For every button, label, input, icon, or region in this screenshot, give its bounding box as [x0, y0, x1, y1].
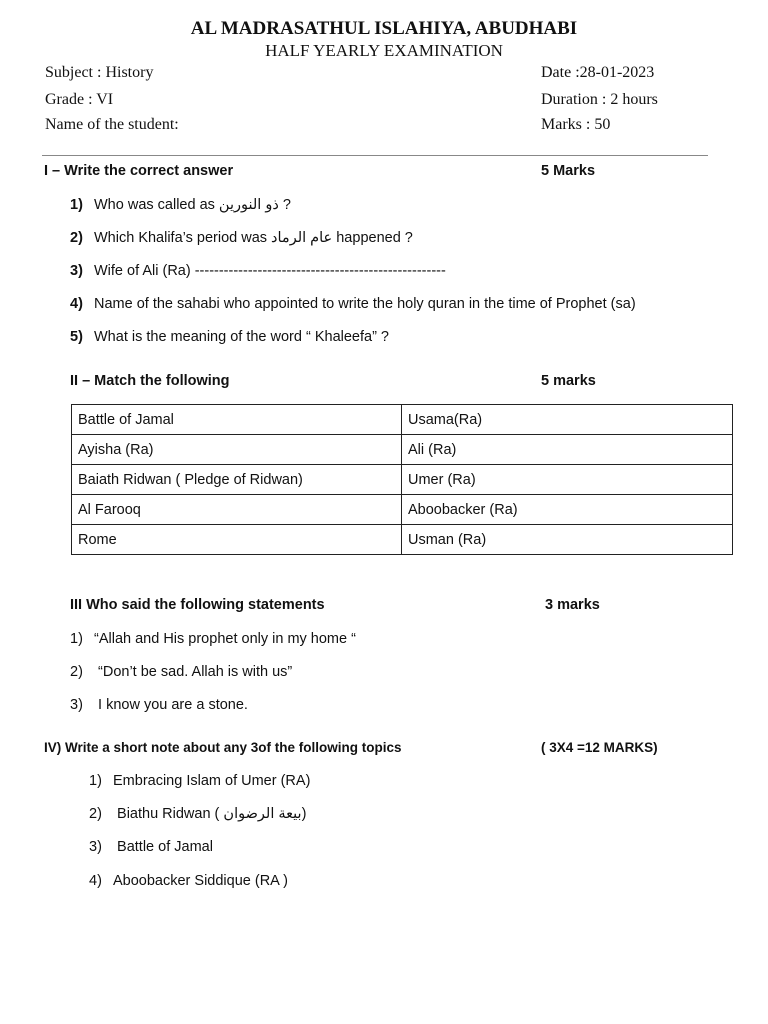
topic-text: Biathu Ridwan ( — [113, 806, 224, 822]
topic-number: 2) — [89, 806, 102, 822]
question-text: Name of the sahabi who appointed to write the holy quran in the time of Prophet (sa) — [94, 296, 636, 312]
topic-text: Battle of Jamal — [113, 839, 213, 855]
left-cell: Battle of Jamal — [72, 405, 402, 435]
statement-number: 3) — [70, 697, 83, 713]
match-table — [71, 404, 733, 555]
statement-text: “Allah and His prophet only in my home “ — [94, 631, 356, 647]
left-cell: Baiath Ridwan ( Pledge of Ridwan) — [72, 465, 402, 495]
question-item — [70, 197, 291, 213]
arabic-term: بيعة الرضوان — [223, 806, 302, 822]
grade-line: Grade : VI — [45, 91, 114, 108]
question-number: 3) — [70, 263, 83, 279]
header-divider — [42, 155, 708, 156]
exam-title: HALF YEARLY EXAMINATION — [265, 41, 503, 60]
question-number: 2) — [70, 230, 83, 246]
topic-item — [89, 773, 310, 789]
arabic-term: ذو النورين — [218, 197, 279, 213]
question-text: Which Khalifa’s period was — [94, 230, 272, 246]
topic-text: Aboobacker Siddique (RA ) — [113, 873, 288, 889]
statement-item — [70, 631, 356, 647]
question-number: 5) — [70, 329, 83, 345]
topic-number: 3) — [89, 839, 102, 855]
statement-item — [70, 697, 248, 713]
statement-item — [70, 664, 292, 680]
left-cell: Ayisha (Ra) — [72, 435, 402, 465]
arabic-term: عام الرماد — [271, 230, 333, 246]
statement-number: 1) — [70, 631, 83, 647]
statement-text: I know you are a stone. — [94, 697, 248, 713]
topic-item — [89, 873, 288, 889]
question-item — [70, 329, 389, 345]
table-row — [72, 525, 733, 555]
right-cell: Usman (Ra) — [402, 525, 733, 555]
right-cell: Aboobacker (Ra) — [402, 495, 733, 525]
date-line: Date :28-01-2023 — [541, 64, 655, 81]
table-row — [72, 405, 733, 435]
section4-marks: ( 3X4 =12 MARKS) — [541, 740, 658, 755]
left-cell: Rome — [72, 525, 402, 555]
question-text: What is the meaning of the word “ Khaleefa” ? — [94, 329, 389, 345]
topic-text-end: ) — [301, 806, 307, 822]
question-item — [70, 263, 446, 279]
section3-marks: 3 marks — [545, 597, 600, 613]
question-item — [70, 296, 636, 312]
section1-title: I – Write the correct answer — [44, 163, 234, 179]
subject-line: Subject : History — [45, 64, 154, 81]
right-cell: Ali (Ra) — [402, 435, 733, 465]
table-row — [72, 495, 733, 525]
topic-text: Embracing Islam of Umer (RA) — [113, 773, 311, 789]
duration-line: Duration : 2 hours — [541, 91, 658, 108]
topic-number: 1) — [89, 773, 102, 789]
question-number: 1) — [70, 197, 83, 213]
table-row — [72, 465, 733, 495]
topic-item — [89, 806, 306, 822]
section4-title: IV) Write a short note about any 3of the following topics — [44, 740, 402, 755]
question-text: Wife of Ali (Ra) ---------------------------------------------------- — [94, 263, 446, 279]
table-row — [72, 435, 733, 465]
section2-marks: 5 marks — [541, 373, 596, 389]
school-name: AL MADRASATHUL ISLAHIYA, ABUDHABI — [190, 18, 578, 39]
marks-line: Marks : 50 — [541, 116, 611, 133]
question-text-end: happened ? — [332, 230, 413, 246]
question-text: Who was called as — [94, 197, 219, 213]
right-cell: Umer (Ra) — [402, 465, 733, 495]
right-cell: Usama(Ra) — [402, 405, 733, 435]
topic-number: 4) — [89, 873, 102, 889]
statement-text: “Don’t be sad. Allah is with us” — [94, 664, 293, 680]
section3-title: III Who said the following statements — [70, 597, 325, 613]
question-item — [70, 230, 413, 246]
left-cell: Al Farooq — [72, 495, 402, 525]
section2-title: II – Match the following — [70, 373, 230, 389]
question-number: 4) — [70, 296, 83, 312]
section1-marks: 5 Marks — [541, 163, 596, 179]
topic-item — [89, 839, 213, 855]
question-text-end: ? — [278, 197, 291, 213]
statement-number: 2) — [70, 664, 83, 680]
student-name-line: Name of the student: — [45, 116, 179, 133]
